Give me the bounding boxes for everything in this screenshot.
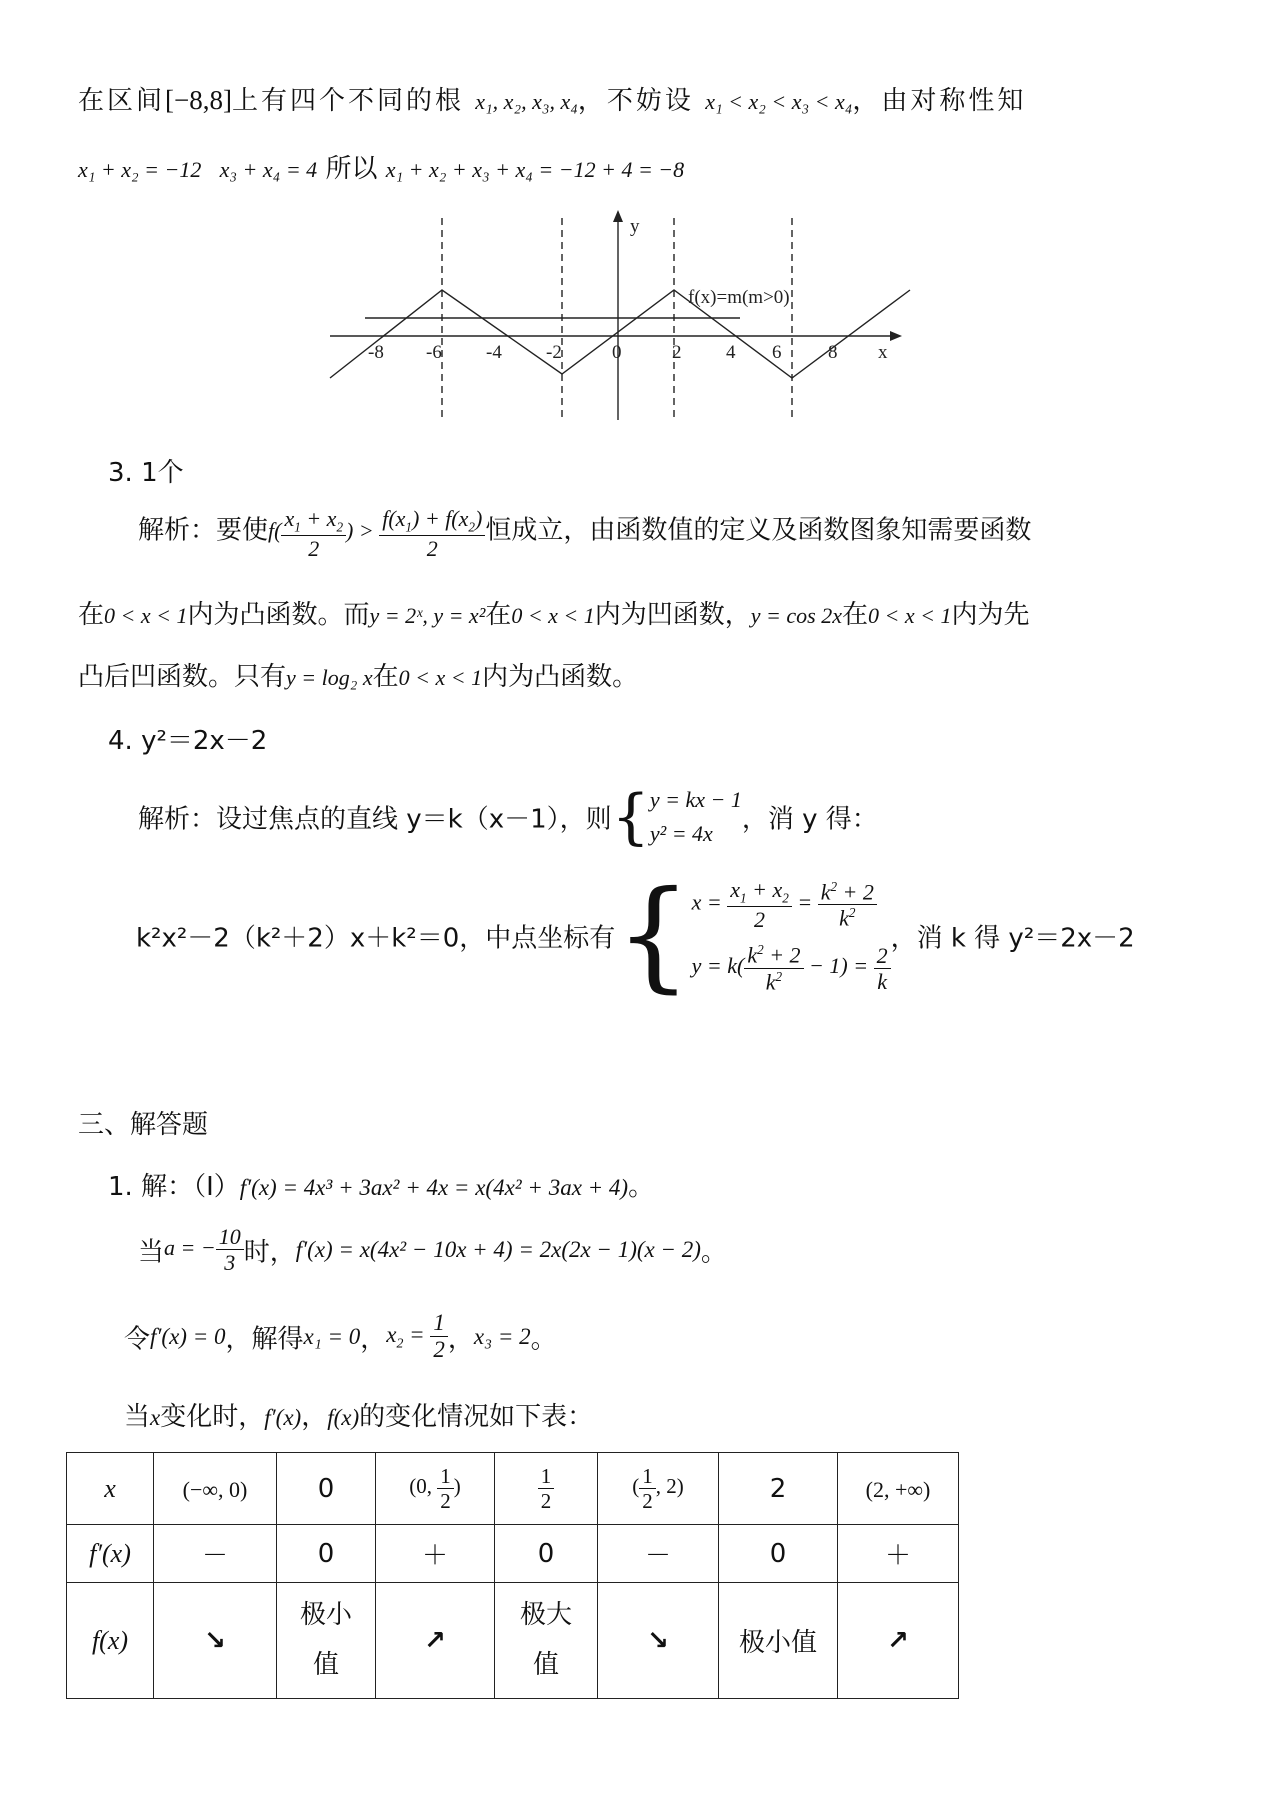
- table-cell: [376, 1525, 495, 1583]
- item-4-heading: 4. y²＝2x－2: [108, 726, 268, 756]
- variation-table: [66, 1452, 959, 1699]
- math: f′(x): [264, 1405, 302, 1430]
- q1-line-2: [138, 1224, 727, 1276]
- cell-text: f(x): [91, 1625, 129, 1655]
- table-cell: [838, 1525, 959, 1583]
- table-cell: [67, 1525, 154, 1583]
- cell-text: 极小: [299, 1600, 352, 1631]
- table-cell: [719, 1525, 838, 1583]
- para-line-1: [78, 80, 1026, 117]
- table-cell: [495, 1525, 598, 1583]
- cell-text: 值: [312, 1649, 339, 1680]
- text: ，: [360, 1324, 387, 1355]
- cell-text: ＋: [884, 1541, 911, 1571]
- text: 变化时，: [160, 1402, 265, 1432]
- math: f(x): [327, 1405, 360, 1430]
- table-row: [67, 1453, 959, 1525]
- tick-label: -2: [546, 342, 562, 363]
- item-4-line-2: [136, 866, 1135, 1005]
- item-3-line-2: [78, 594, 1030, 631]
- text: 在: [372, 662, 399, 692]
- arrow-up-right-icon: ↗: [887, 1625, 909, 1656]
- cell-text: f′(x): [89, 1538, 131, 1568]
- table-cell: [376, 1583, 495, 1699]
- text: ，由对称性知: [852, 86, 1027, 116]
- math: y = log₂ x: [286, 665, 373, 690]
- tick-label: -6: [426, 342, 442, 363]
- text: 在: [485, 600, 512, 630]
- equation-system: [650, 783, 742, 851]
- numerator: 1: [538, 1464, 555, 1489]
- text: 的变化情况如下表：: [359, 1402, 594, 1432]
- math: y = cos 2x: [750, 603, 842, 628]
- text: 内为凸函数。而: [187, 600, 370, 630]
- text: 。: [700, 1237, 727, 1268]
- math: f′(x) = 4x³ + 3ax² + 4x = x(4x² + 3ax + 4): [239, 1175, 629, 1200]
- table-cell: [495, 1453, 598, 1525]
- item-4-line-1: [138, 782, 878, 852]
- text: 凸后凹函数。只有: [78, 662, 287, 692]
- brace: {: [611, 782, 650, 852]
- table-cell: [495, 1583, 598, 1699]
- text: 在: [842, 600, 869, 630]
- tick-label: 8: [828, 342, 838, 363]
- cell-text: 极大: [519, 1600, 572, 1631]
- math: a = − $\frac{10}{3}$: [164, 1235, 244, 1260]
- interval: [−8,8]: [165, 85, 232, 115]
- cell-text: 0: [769, 1538, 787, 1569]
- text: 恒成立，由函数值的定义及函数图象知需要函数: [485, 515, 1032, 546]
- math: $x_2$ = $\frac{1}{2}$: [386, 1322, 448, 1347]
- text: 所以: [325, 154, 378, 184]
- item-3-line-1: [138, 506, 1031, 561]
- equation: y² = 4x: [649, 821, 713, 846]
- tick-label: 0: [612, 342, 622, 363]
- text: ，解得: [225, 1324, 304, 1355]
- math: x₁ = 0: [303, 1323, 361, 1349]
- item-3-heading: 3. 1个: [108, 458, 184, 488]
- equation-y: y = k( $\frac{k^2 + 2}{k^2}$ − 1) = $\frac{2}{k}$: [692, 942, 891, 994]
- arrow-up-right-icon: ↗: [424, 1625, 446, 1656]
- table-row: [67, 1525, 959, 1583]
- text: ，: [447, 1324, 474, 1355]
- text: 当: [124, 1402, 151, 1432]
- cell-text: ( $\frac{1}{2}$ , 2): [632, 1463, 684, 1513]
- cell-text: 0: [317, 1538, 335, 1569]
- tick-label: 4: [726, 342, 736, 363]
- arrow-down-right-icon: ↘: [647, 1625, 669, 1656]
- text: ，消 y 得：: [741, 804, 878, 835]
- table-cell: [598, 1453, 719, 1525]
- table-cell: [277, 1453, 376, 1525]
- text: 解析：要使: [138, 515, 269, 546]
- cell-text: ＋: [421, 1541, 448, 1571]
- cell-text: x: [104, 1473, 116, 1503]
- cell-text: 值: [532, 1649, 559, 1680]
- arrow-down-right-icon: ↘: [204, 1625, 226, 1656]
- table-cell: [154, 1453, 277, 1525]
- table-cell: [376, 1453, 495, 1525]
- q1-line-3: [124, 1310, 557, 1364]
- text: 内为先: [951, 600, 1030, 630]
- cell-text: (0, $\frac{1}{2}$ ): [409, 1463, 461, 1513]
- table-cell: [838, 1453, 959, 1525]
- math: x₃ = 2: [473, 1323, 531, 1349]
- table-cell: [277, 1583, 376, 1699]
- cell-text: －: [644, 1541, 671, 1571]
- cell-text: 0: [317, 1473, 335, 1504]
- text: ，消 k 得 y²＝2x－2: [890, 923, 1135, 954]
- denominator: 2: [540, 1489, 552, 1513]
- q1-line-1: [108, 1166, 654, 1203]
- cell-text: 极小值: [738, 1628, 817, 1658]
- cell-text: －: [201, 1541, 228, 1571]
- cell-text: [538, 1464, 555, 1513]
- brace: {: [615, 866, 692, 1005]
- table-cell: [719, 1583, 838, 1699]
- function-graph: [320, 210, 920, 430]
- line-label: f(x)=m(m>0): [688, 287, 790, 308]
- cell-text: (−∞, 0): [182, 1476, 248, 1502]
- text: 令: [124, 1324, 151, 1355]
- zigzag-function: [330, 290, 910, 378]
- sum-2: x₃ + x₄ = 4: [219, 157, 318, 182]
- text: 。: [530, 1324, 557, 1355]
- cell-text: 0: [537, 1538, 555, 1569]
- order: x₁ < x₂ < x₃ < x₄: [705, 89, 853, 114]
- x-label: x: [878, 342, 888, 363]
- table-cell: [838, 1583, 959, 1699]
- text: 。: [628, 1172, 655, 1202]
- math: f′(x) = 0: [150, 1323, 226, 1349]
- para-line-2: [78, 148, 684, 185]
- math: y = 2ˣ, y = x²: [369, 603, 486, 628]
- cell-text: 2: [769, 1473, 787, 1504]
- math: 0 < x < 1: [868, 603, 952, 628]
- table-cell: [719, 1453, 838, 1525]
- table-cell: [67, 1453, 154, 1525]
- table-cell: [598, 1525, 719, 1583]
- tick-label: 2: [672, 342, 682, 363]
- text: ，: [301, 1402, 328, 1432]
- math: x: [150, 1405, 161, 1430]
- inequality: f( $\frac{x_1 + x_2}{2}$ ) > $\frac{f(x_1) + f(x_2)}{2}$: [268, 518, 485, 543]
- equation-system: [692, 877, 891, 994]
- math: 0 < x < 1: [398, 665, 483, 690]
- table-cell: [598, 1583, 719, 1699]
- text: ，不妨设: [577, 86, 694, 116]
- table-cell: [154, 1525, 277, 1583]
- q1-line-4: [124, 1396, 593, 1433]
- y-label: y: [630, 216, 640, 237]
- cell-text: (2, +∞): [865, 1476, 931, 1502]
- sum-1: x₁ + x₂ = −12: [78, 157, 202, 182]
- text: 解析：设过焦点的直线 y＝k（x－1），则: [138, 804, 612, 835]
- text: 在区间: [78, 86, 166, 116]
- table-row: [67, 1583, 959, 1699]
- equation-x: x = $\frac{x_1 + x_2}{2}$ = $\frac{k^2 + 2}{k^2}$: [692, 877, 891, 932]
- section-3-heading: 三、解答题: [78, 1110, 209, 1140]
- roots: x₁, x₂, x₃, x₄: [475, 89, 578, 114]
- table-cell: [277, 1525, 376, 1583]
- text: 上有四个不同的根: [231, 86, 464, 116]
- table-cell: [67, 1583, 154, 1699]
- table-cell: [154, 1583, 277, 1699]
- math: f′(x) = x(4x² − 10x + 4) = 2x(2x − 1)(x − 2): [295, 1236, 701, 1262]
- item-3-line-3: [78, 656, 638, 693]
- math: 0 < x < 1: [511, 603, 595, 628]
- text: 1. 解：（Ⅰ）: [108, 1172, 240, 1202]
- math: 0 < x < 1: [104, 603, 188, 628]
- text: 在: [78, 600, 105, 630]
- text: 内为凸函数。: [482, 662, 639, 692]
- sum-3: x₁ + x₂ + x₃ + x₄ = −12 + 4 = −8: [385, 157, 685, 182]
- text: 当: [138, 1237, 165, 1268]
- tick-label: -4: [486, 342, 502, 363]
- text: k²x²－2（k²＋2）x＋k²＝0，中点坐标有: [136, 923, 616, 954]
- text: 时，: [243, 1237, 296, 1268]
- equation: y = kx − 1: [649, 786, 742, 812]
- text: 内为凹函数，: [594, 600, 751, 630]
- tick-label: -8: [368, 342, 384, 363]
- tick-label: 6: [772, 342, 782, 363]
